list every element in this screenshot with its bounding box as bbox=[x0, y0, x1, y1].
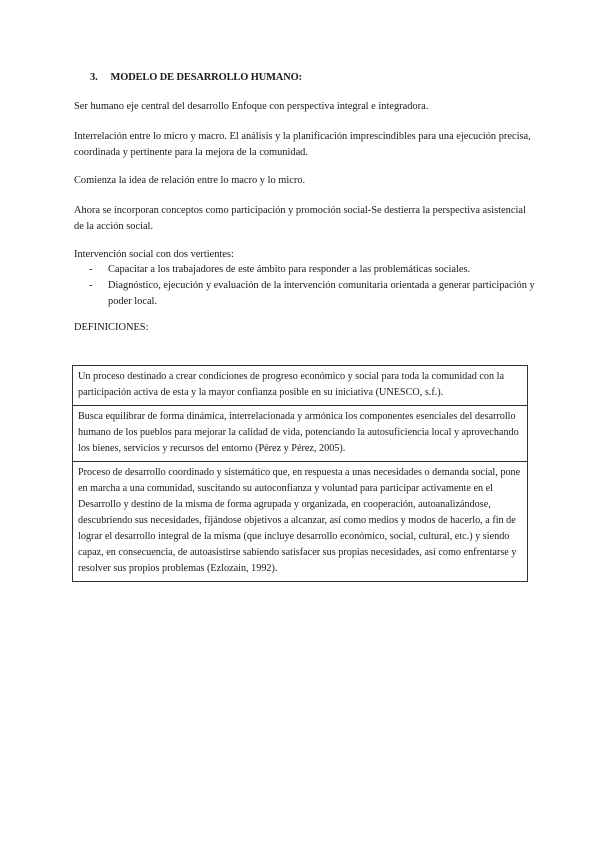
list-item bbox=[74, 278, 544, 310]
bullet-dash: - bbox=[89, 280, 93, 291]
section-title: MODELO DE DESARROLLO HUMANO: bbox=[110, 72, 302, 83]
intervencion-list bbox=[74, 262, 544, 310]
paragraph-interrelacion: Interrelación entre lo micro y macro. El análisis y la planificación imprescindibles para una ejecución precisa, coordinada y pertinente para la mejora de la comunidad. bbox=[74, 131, 531, 158]
table-row bbox=[73, 366, 528, 406]
paragraph-eje-central: Ser humano eje central del desarrollo Enfoque con perspectiva integral e integradora. bbox=[74, 101, 429, 112]
definition-cell: Busca equilibrar de forma dinámica, interrelacionada y armónica los componentes esenciales del desarrollo humano de los pueblos para mejorar la calidad de vida, potenciando la autosuficiencia local y aprovechando los bienes, servicios y recursos del entorno (Pérez y Pérez, 2005). bbox=[73, 406, 528, 462]
list-item-text: Capacitar a los trabajadores de este ámbito para responder a las problemáticas sociales. bbox=[108, 264, 471, 275]
section-heading bbox=[90, 70, 302, 86]
intervencion-intro: Intervención social con dos vertientes: bbox=[74, 249, 234, 260]
list-item-text: Diagnóstico, ejecución y evaluación de la intervención comunitaria orientada a generar participación y poder local. bbox=[108, 280, 535, 307]
paragraph-participacion: Ahora se incorporan conceptos como participación y promoción social-Se destierra la perspectiva asistencial de la acción social. bbox=[74, 205, 526, 232]
list-item bbox=[74, 262, 544, 278]
bullet-dash: - bbox=[89, 264, 93, 275]
section-number: 3. bbox=[90, 72, 98, 83]
definition-cell: Proceso de desarrollo coordinado y sistemático que, en respuesta a unas necesidades o demanda social, pone en marcha a una comunidad, suscitando su autoconfianza y voluntad para participar activamente en el Desarrollo y destino de la misma de forma agrupada y organizada, en cooperación, autoanalizándose, descubriendo sus necesidades, fijándose objetivos a alcanzar, así como medios y modos de hacerlo, a fin de lograr el desarrollo integral de la misma (que incluye desarrollo económico, social, cultural, etc.) y siendo capaz, en consecuencia, de autoasistirse sabiendo satisfacer sus propias necesidades, así como enfrentarse y resolver sus propios problemas (Ezlozain, 1992). bbox=[73, 462, 528, 582]
definiciones-label: DEFINICIONES: bbox=[74, 322, 149, 333]
definition-cell: Un proceso destinado a crear condiciones de progreso económico y social para toda la comunidad con la participación activa de esta y la mayor confianza posible en su iniciativa (UNESCO, s.f.). bbox=[73, 366, 528, 406]
table-row bbox=[73, 462, 528, 582]
table-row bbox=[73, 406, 528, 462]
definitions-table bbox=[72, 365, 528, 582]
paragraph-relacion-macro-micro: Comienza la idea de relación entre lo macro y lo micro. bbox=[74, 175, 306, 186]
